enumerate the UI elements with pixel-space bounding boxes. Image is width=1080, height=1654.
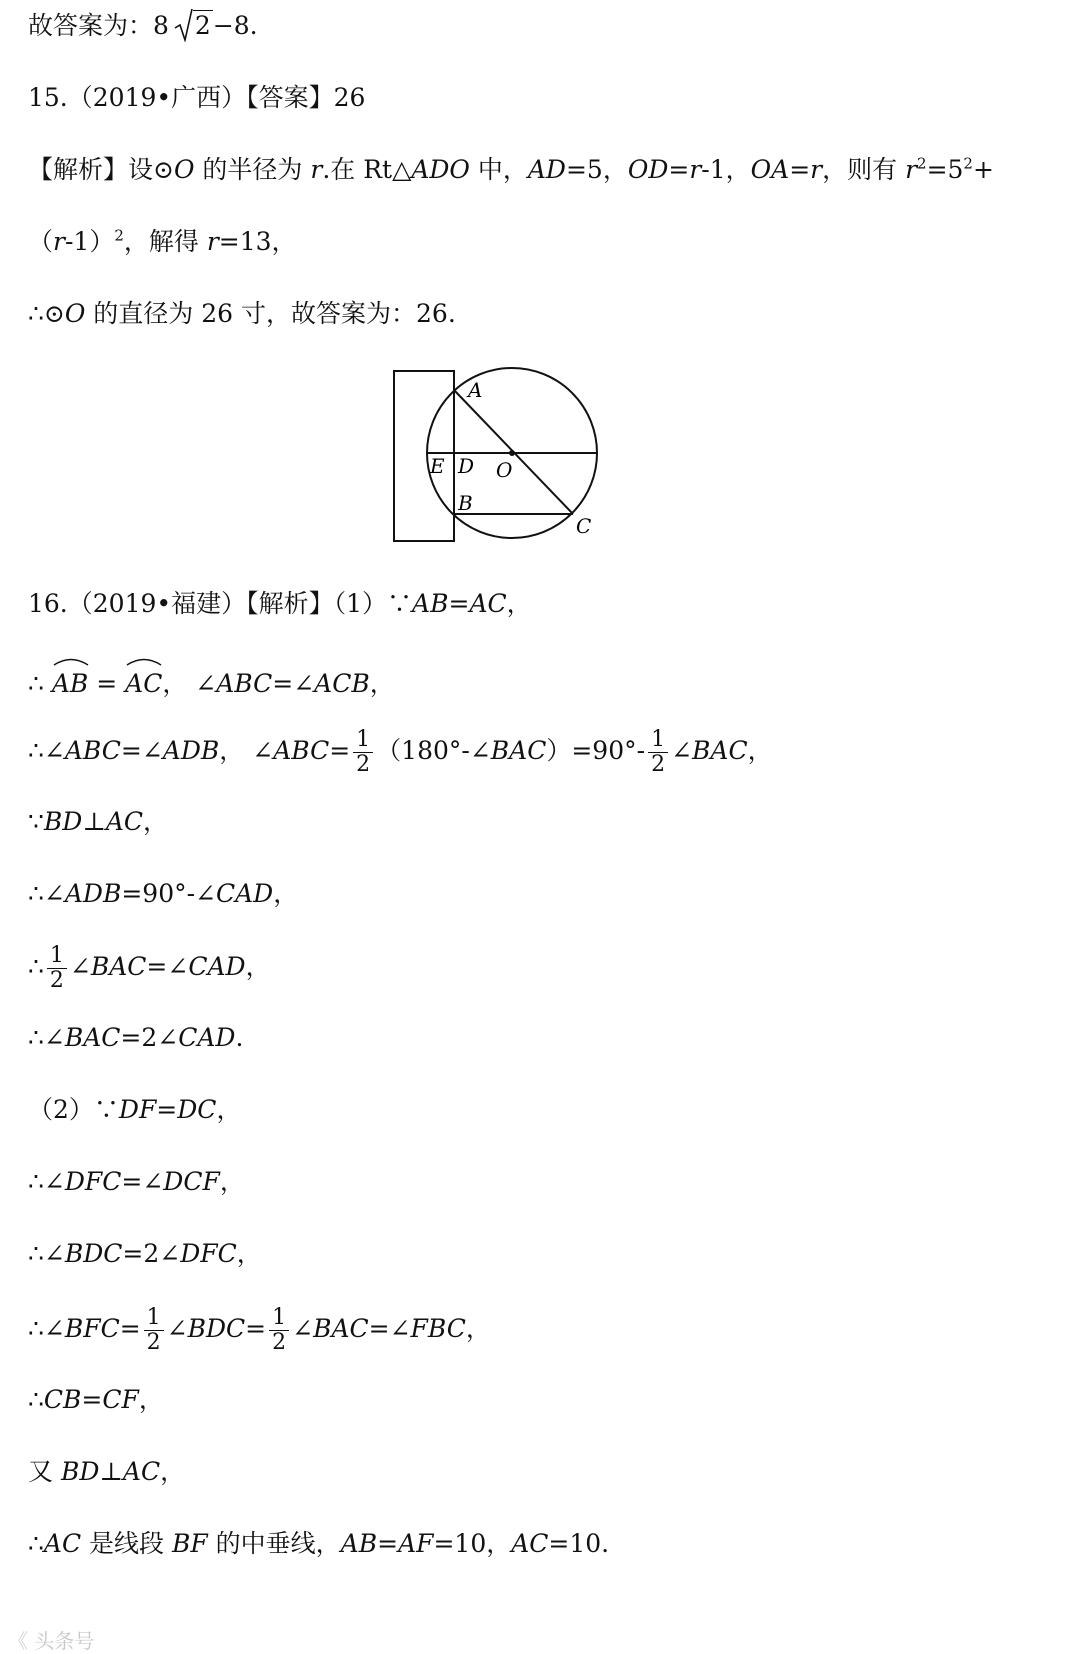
- text-segment: ∴: [28, 952, 44, 981]
- text-segment: =2∠: [120, 1023, 179, 1052]
- line-answer-14: [28, 6, 258, 46]
- label-b: B: [458, 491, 473, 515]
- text-segment: ，: [245, 952, 271, 981]
- rectangle-shape: [394, 371, 454, 541]
- line-16-arc: [28, 658, 395, 704]
- radical-sign-icon: [173, 8, 193, 42]
- text-segment: ，: [138, 1385, 164, 1414]
- fraction-half: [47, 944, 67, 993]
- line-16-bdc: [28, 1234, 262, 1274]
- numerator: 1: [648, 728, 668, 753]
- math-var: CB: [43, 1385, 82, 1414]
- text-segment: 15.（2019•广西）【答案】26: [28, 83, 366, 112]
- math-var: DC: [177, 1095, 217, 1124]
- math-var: BF: [172, 1529, 208, 1558]
- math-var: r: [310, 155, 323, 184]
- text-segment: ∵: [28, 807, 44, 836]
- text-segment: =∠: [120, 736, 163, 765]
- math-var: CF: [102, 1385, 139, 1414]
- math-var: CAD: [188, 952, 246, 981]
- text-segment: -1）: [64, 227, 115, 256]
- text-segment: +: [972, 155, 994, 184]
- text-segment: =: [88, 669, 126, 698]
- text-segment: ，: [465, 1314, 491, 1343]
- text-segment: ，: [160, 1457, 186, 1486]
- text-segment: =: [668, 155, 690, 184]
- label-c: C: [576, 514, 592, 538]
- math-var: BAC: [90, 952, 147, 981]
- denominator: 2: [49, 968, 64, 993]
- math-var: BDC: [64, 1239, 123, 1268]
- text-segment: ∴∠: [28, 1023, 65, 1052]
- text-segment: -1，: [701, 155, 751, 184]
- math-var: O: [173, 155, 195, 184]
- numerator: 1: [269, 1306, 289, 1331]
- denominator: 2: [651, 752, 666, 777]
- math-var: AC: [43, 1529, 82, 1558]
- text-segment: =∠: [368, 1314, 411, 1343]
- numerator: 1: [144, 1306, 164, 1331]
- watermark: 《 头条号: [8, 1629, 95, 1653]
- math-var: AC: [469, 589, 507, 618]
- text-segment: ⊥: [99, 1457, 123, 1486]
- denominator: 2: [272, 1330, 287, 1355]
- math-var: AC: [122, 1457, 161, 1486]
- text-segment: =: [81, 1385, 103, 1414]
- text-segment: =13，: [218, 227, 297, 256]
- line-analysis-15-c: [28, 294, 456, 334]
- text-segment: =: [789, 155, 811, 184]
- math-var: ADB: [162, 736, 220, 765]
- math-var: O: [64, 299, 86, 328]
- superscript: 2: [114, 226, 124, 245]
- text-segment: =5，: [565, 155, 628, 184]
- math-var: BAC: [64, 1023, 121, 1052]
- text-segment: =90°-∠: [121, 879, 216, 908]
- text-segment: ， ∠: [162, 669, 217, 698]
- text-segment: 的半径为: [194, 155, 311, 184]
- text-segment: 中，: [469, 155, 528, 184]
- text-segment: =10，: [433, 1529, 512, 1558]
- math-var: DFC: [180, 1239, 237, 1268]
- math-var: ABC: [216, 669, 273, 698]
- text-segment: ∴: [28, 1529, 44, 1558]
- text-segment: ∴∠: [28, 1314, 65, 1343]
- arc-mark-icon: [125, 656, 163, 666]
- text-segment: =∠: [121, 1167, 164, 1196]
- text-segment: ，: [219, 1167, 245, 1196]
- text-segment: −8.: [212, 11, 258, 40]
- label-e: E: [430, 454, 445, 478]
- math-var: AB: [51, 669, 89, 698]
- text-segment: ∴⊙: [28, 299, 65, 328]
- math-var: AF: [398, 1529, 434, 1558]
- text-segment: ∠: [292, 1314, 314, 1343]
- text-segment: ∴∠: [28, 736, 65, 765]
- math-var: DCF: [163, 1167, 220, 1196]
- text-segment: ，: [747, 736, 773, 765]
- text-segment: ，则有: [822, 155, 906, 184]
- text-segment: ∠: [166, 1314, 188, 1343]
- math-var: AD: [527, 155, 566, 184]
- text-segment: ，: [216, 1095, 242, 1124]
- math-var: BDC: [187, 1314, 246, 1343]
- line-16-half-bac: [28, 944, 271, 993]
- math-var: ABC: [273, 736, 330, 765]
- text-segment: =: [245, 1314, 267, 1343]
- math-var: BFC: [64, 1314, 120, 1343]
- label-a: A: [468, 378, 483, 402]
- math-var: r: [810, 155, 823, 184]
- text-segment: ∴: [28, 1385, 44, 1414]
- math-var: ADO: [411, 155, 470, 184]
- text-segment: 的中垂线，: [207, 1529, 341, 1558]
- text-segment: =: [448, 589, 470, 618]
- text-segment: ， ∠: [219, 736, 274, 765]
- text-segment: =: [329, 736, 351, 765]
- text-segment: （180°-∠: [376, 736, 491, 765]
- math-var: CAD: [178, 1023, 236, 1052]
- text-segment: .: [235, 1023, 244, 1052]
- line-analysis-15-b: [28, 222, 297, 262]
- text-segment: ，解得: [123, 227, 207, 256]
- center-point: [509, 450, 515, 456]
- math-var: BD: [43, 807, 83, 836]
- math-var: ACB: [314, 669, 370, 698]
- text-segment: ，: [273, 879, 299, 908]
- text-segment: 16.（2019•福建）【解析】（1）∵: [28, 589, 413, 618]
- label-d: D: [458, 454, 475, 478]
- arc-ac: [125, 658, 162, 704]
- geometry-figure: [390, 365, 605, 550]
- text-segment: ∴∠: [28, 879, 65, 908]
- math-var: r: [53, 227, 65, 256]
- fraction-half: [144, 1306, 164, 1355]
- label-o: O: [496, 458, 513, 482]
- text-segment: ，: [506, 589, 532, 618]
- text-segment: =2∠: [122, 1239, 181, 1268]
- sqrt-expression: [173, 6, 213, 46]
- math-var: r: [689, 155, 702, 184]
- text-segment: =: [377, 1529, 399, 1558]
- text-segment: .在 Rt△: [322, 155, 412, 184]
- text-segment: 的直径为 26 寸，故答案为：26.: [85, 299, 456, 328]
- arc-ab: [52, 658, 88, 704]
- line-16-bisector: [28, 1524, 609, 1564]
- math-var: BAC: [313, 1314, 369, 1343]
- denominator: 2: [356, 752, 371, 777]
- math-var: BAC: [692, 736, 748, 765]
- line-16-part2: [28, 1090, 241, 1130]
- line-16-perp: [28, 802, 168, 842]
- math-var: ABC: [64, 736, 121, 765]
- heading-problem-15: [28, 78, 365, 118]
- text-segment: =: [119, 1314, 141, 1343]
- line-analysis-15-a: [28, 150, 994, 190]
- text-segment: =∠: [272, 669, 315, 698]
- math-var: ADB: [64, 879, 122, 908]
- text-segment: ∴∠: [28, 1239, 65, 1268]
- text-segment: ∴∠: [28, 1167, 65, 1196]
- superscript: 2: [963, 154, 973, 173]
- numerator: 1: [47, 944, 67, 969]
- math-var: OA: [750, 155, 790, 184]
- math-var: AC: [511, 1529, 549, 1558]
- text-segment: 是线段: [81, 1529, 172, 1558]
- text-segment: ）=90°-: [546, 736, 646, 765]
- math-var: FBC: [410, 1314, 466, 1343]
- text-segment: （: [28, 227, 54, 256]
- math-var: BAC: [490, 736, 547, 765]
- math-var: r: [905, 155, 918, 184]
- text-segment: （2）∵: [28, 1095, 119, 1124]
- radicand: 2: [194, 11, 211, 40]
- math-var: DFC: [64, 1167, 122, 1196]
- fraction-half: [648, 728, 668, 777]
- arc-mark-icon: [52, 656, 90, 666]
- text-segment: ∠: [69, 952, 91, 981]
- line-16-angles: [28, 728, 773, 777]
- line-16-cb-cf: [28, 1380, 164, 1420]
- text-segment: ⊥: [82, 807, 106, 836]
- math-var: BD: [60, 1457, 100, 1486]
- text-segment: =∠: [146, 952, 189, 981]
- math-var: AB: [412, 589, 449, 618]
- denominator: 2: [146, 1330, 161, 1355]
- fraction-half: [353, 728, 373, 777]
- line-16-bfc: [28, 1306, 491, 1355]
- math-var: AC: [105, 807, 144, 836]
- text-segment: ，: [236, 1239, 262, 1268]
- math-var: DF: [118, 1095, 157, 1124]
- text-segment: 【解析】设⊙: [28, 155, 174, 184]
- text-segment: =5: [926, 155, 964, 184]
- line-16-bac-result: [28, 1018, 243, 1058]
- text-segment: ∠: [671, 736, 693, 765]
- math-var: r: [206, 227, 219, 256]
- text-segment: =: [156, 1095, 178, 1124]
- line-16-dfc: [28, 1162, 245, 1202]
- text-segment: ，: [143, 807, 169, 836]
- math-var: CAD: [216, 879, 274, 908]
- text-segment: 又: [28, 1457, 61, 1486]
- text-segment: ，: [369, 669, 395, 698]
- text-segment: ∴: [28, 669, 52, 698]
- heading-problem-16: [28, 584, 532, 624]
- math-var: OD: [627, 155, 669, 184]
- text-segment: =10.: [548, 1529, 610, 1558]
- text-segment: 故答案为：8: [28, 11, 169, 40]
- math-var: AC: [125, 669, 163, 698]
- superscript: 2: [917, 154, 927, 173]
- math-var: AB: [340, 1529, 378, 1558]
- fraction-half: [269, 1306, 289, 1355]
- line-16-adb: [28, 874, 298, 914]
- line-16-again-perp: [28, 1452, 185, 1492]
- numerator: 1: [353, 728, 373, 753]
